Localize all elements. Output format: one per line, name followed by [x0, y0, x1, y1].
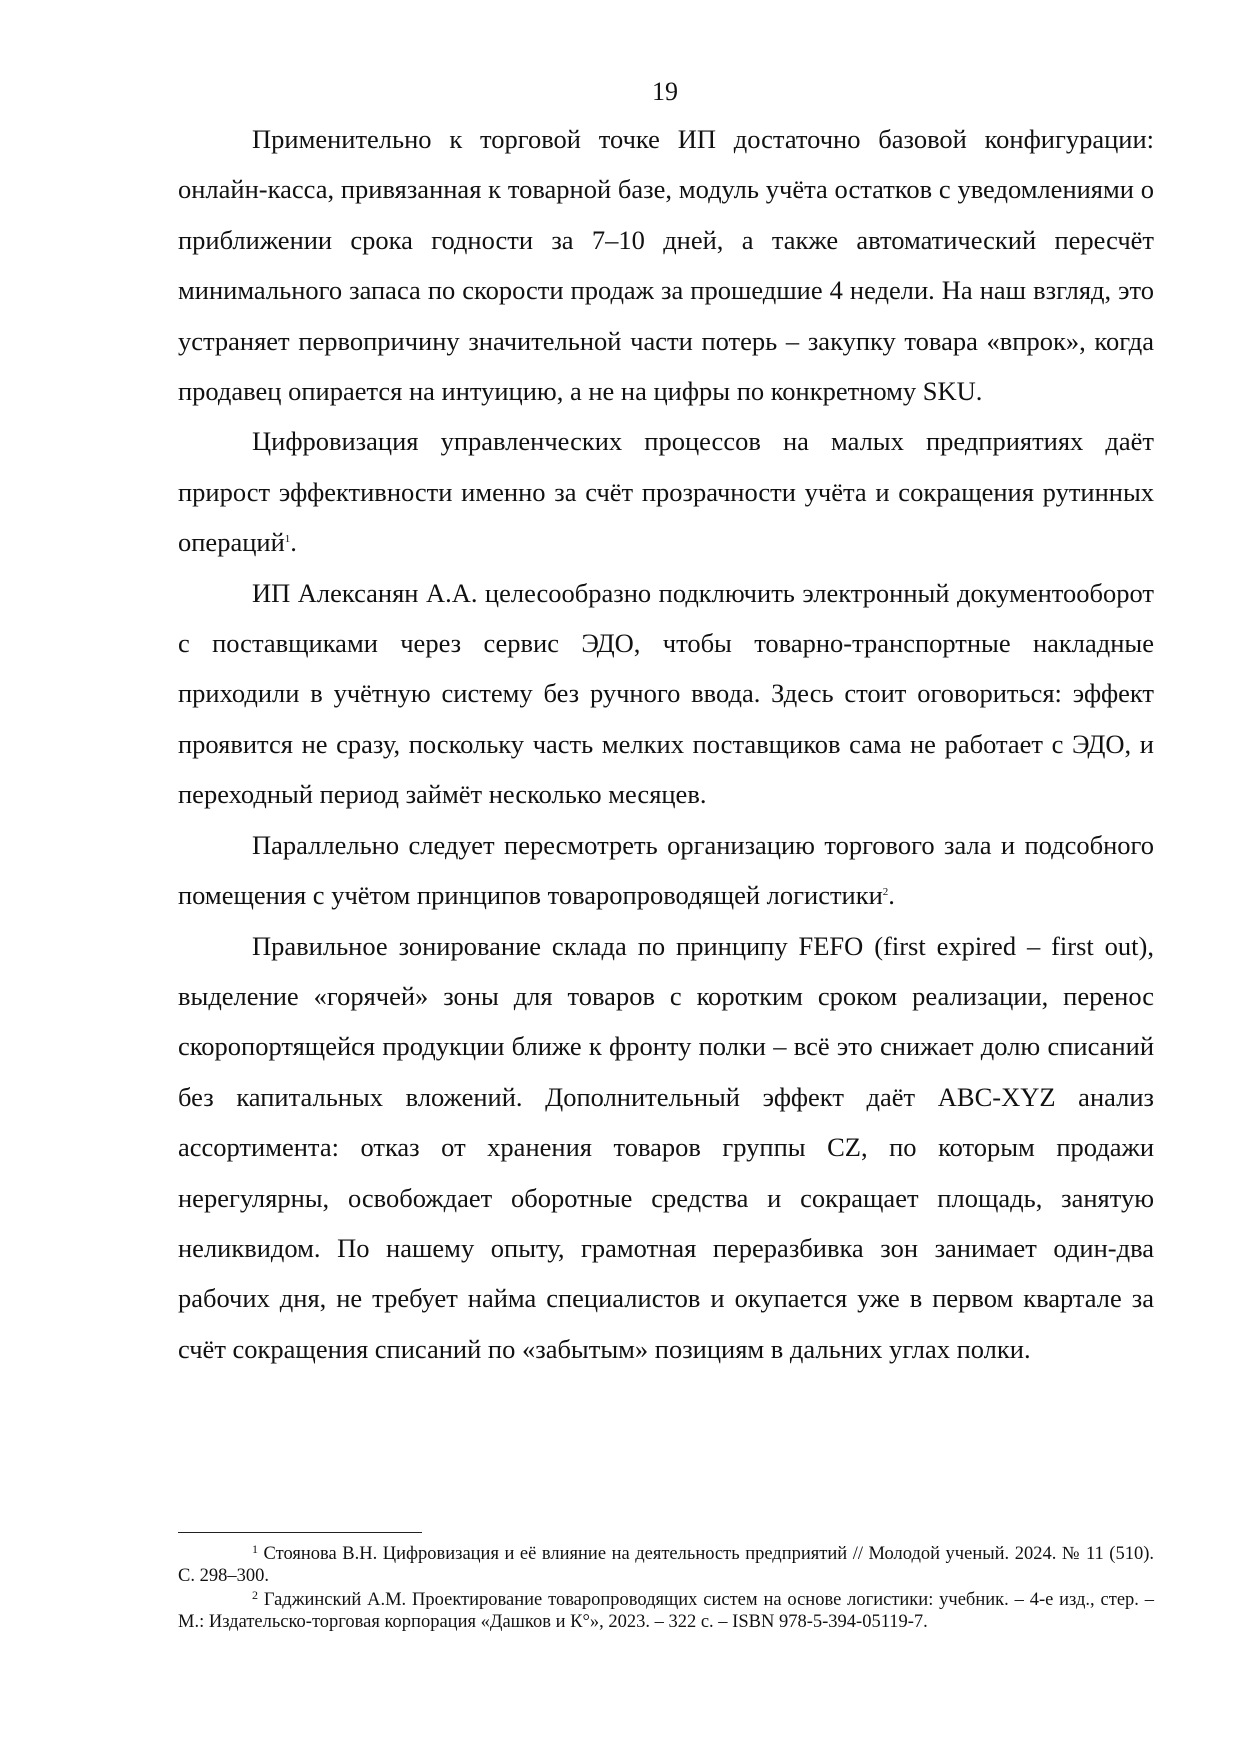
paragraph-tail: .: [888, 880, 895, 911]
footnotes: [178, 1543, 1154, 1635]
footnote-separator: [178, 1532, 422, 1533]
footnote-text: Гаджинский А.М. Проектирование товаропроводящих систем на основе логистики: учебник. – 4-е изд., стер. – М.: Издательско-торговая корпорация «Дашков и К°», 2023. – 322 с. – ISBN 978-5-394-05119-7.: [178, 1590, 1154, 1632]
paragraph-text: Цифровизация управленческих процессов на малых предприятиях даёт прирост эффективности именно за счёт прозрачности учёта и сокращения рутинных операций: [178, 426, 1154, 558]
paragraph: [178, 416, 1154, 567]
paragraph: [178, 568, 1154, 820]
paragraph-tail: .: [290, 527, 297, 558]
paragraph: [178, 820, 1154, 921]
paragraph-text: Правильное зонирование склада по принципу FEFO (first expired – first out), выделение «горячей» зоны для товаров с коротким сроком реализации, перенос скоропортящейся продукции ближе к фронту полки – всё это снижает долю списаний без капитальных вложений. Дополнительный эффект даёт ABC-XYZ анализ ассортимента: отказ от хранения товаров группы CZ, по которым продажи нерегулярны, освобождает оборотные средства и сокращает площадь, занятую неликвидом. По нашему опыту, грамотная переразбивка зон занимает один-два рабочих дня, не требует найма специалистов и окупается уже в первом квартале за счёт сокращения списаний по «забытым» позициям в дальних углах полки.: [178, 930, 1154, 1364]
footnote-mark: 2: [252, 1588, 258, 1602]
footnote-text: Стоянова В.Н. Цифровизация и её влияние на деятельность предприятий // Молодой ученый. 2024. № 11 (510). С. 298–300.: [178, 1544, 1154, 1586]
paragraph-text: Параллельно следует пересмотреть организацию торгового зала и подсобного помещения с учётом принципов товаропроводящей логистики: [178, 829, 1154, 911]
body-text: [178, 114, 1154, 1374]
paragraph-text: ИП Алексанян А.А. целесообразно подключить электронный документооборот с поставщиками через сервис ЭДО, чтобы товарно-транспортные накладные приходили в учётную систему без ручного ввода. Здесь стоит оговориться: эффект проявится не сразу, поскольку часть мелких поставщиков сама не работает с ЭДО, и переходный период займёт несколько месяцев.: [178, 577, 1154, 810]
footnote-reference[interactable]: 1: [284, 533, 291, 546]
footnote: [178, 1589, 1154, 1633]
footnote: [178, 1543, 1154, 1587]
footnote-mark: 1: [252, 1542, 258, 1556]
paragraph: [178, 921, 1154, 1375]
paragraph-text: Применительно к торговой точке ИП достаточно базовой конфигурации: онлайн-касса, привязанная к товарной базе, модуль учёта остатков с уведомлениями о приближении срока годности за 7–10 дней, а также автоматический пересчёт минимального запаса по скорости продаж за прошедшие 4 недели. На наш взгляд, это устраняет первопричину значительной части потерь – закупку товара «впрок», когда продавец опирается на интуицию, а не на цифры по конкретному SKU.: [178, 124, 1154, 407]
page-number: 19: [652, 77, 678, 106]
footnote-reference[interactable]: 2: [882, 886, 889, 899]
paragraph: [178, 114, 1154, 416]
